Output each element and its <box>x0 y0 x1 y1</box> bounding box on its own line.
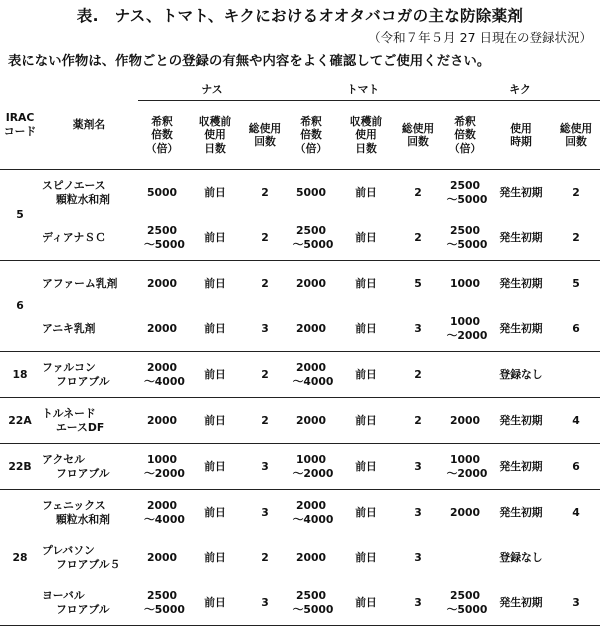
pesticide-name: ファルコン フロアブル <box>40 352 138 398</box>
pesticide-name: ディアナＳＣ <box>40 215 138 261</box>
crop-header-kiku: キク <box>440 80 600 101</box>
header-row-crops <box>0 80 600 101</box>
kiku-dilution <box>440 535 490 580</box>
crop-header-tomato: トマト <box>286 80 440 101</box>
nasu-total-uses: 2 <box>261 550 269 564</box>
pesticide-name: アファーム乳剤 <box>42 276 118 290</box>
nasu-dilution: 2000 ～4000 <box>138 352 186 398</box>
pesticide-name: プレバソン フロアブル５ <box>42 544 121 571</box>
nasu-days-before-harvest: 前日 <box>186 352 244 398</box>
tomato-dilution: 2500 ～5000 <box>286 215 336 261</box>
tomato-days-before-harvest: 前日 <box>336 215 396 261</box>
tomato-total-uses: 3 <box>396 580 440 626</box>
kiku-total-uses <box>552 535 600 580</box>
table-row <box>0 170 600 216</box>
tomato-total-uses: 2 <box>396 352 440 398</box>
kiku-dilution: 2000 <box>449 505 481 519</box>
usage-notice: 表にない作物は、作物ごとの登録の有無や内容をよく確認してご使用ください。 <box>8 54 491 69</box>
tomato-days-before-harvest: 前日 <box>355 185 377 199</box>
tomato-dilution: 1000 ～2000 <box>286 444 336 490</box>
document-title: 表. ナス、トマト、キクにおけるオオタバコガの主な防除薬剤 <box>76 7 524 25</box>
nasu-dilution: 5000 <box>146 185 178 199</box>
nasu-dilution: 2000 <box>146 276 178 290</box>
nasu-days-before-harvest: 前日 <box>186 215 244 261</box>
table-row <box>0 215 600 261</box>
pesticide-name-header: 薬剤名 <box>40 80 138 170</box>
kiku-usage-timing: 発生初期 <box>499 505 543 519</box>
tomato-dilution: 2000 <box>295 550 327 564</box>
tomato-total-uses: 5 <box>414 276 422 290</box>
kiku-total-uses: 2 <box>572 185 580 199</box>
tomato-dilution: 5000 <box>295 185 327 199</box>
kiku-total-uses: 6 <box>552 306 600 352</box>
tomato-dilution: 2500 ～5000 <box>286 580 336 626</box>
table-row <box>0 490 600 536</box>
nasu-dilution: 2000 <box>146 550 178 564</box>
kiku-dilution: 1000 <box>449 276 481 290</box>
kiku-dilution: 2500 ～5000 <box>440 580 490 626</box>
tomato-dilution: 2000 ～4000 <box>292 499 334 526</box>
pesticide-name: ヨーバル フロアブル <box>40 580 138 626</box>
kiku-usage-timing: 発生初期 <box>499 185 543 199</box>
tomato-total-uses: 3 <box>414 505 422 519</box>
kiku-usage-timing: 発生初期 <box>499 276 543 290</box>
nasu-days-before-harvest: 前日 <box>204 276 226 290</box>
tomato-total-uses: 3 <box>396 444 440 490</box>
kiku-total-uses: 2 <box>552 215 600 261</box>
nasu-total-uses: 3 <box>261 505 269 519</box>
table-row <box>0 306 600 352</box>
kiku-not-registered: 登録なし <box>499 550 543 564</box>
tomato-days-before-harvest: 前日 <box>336 444 396 490</box>
table-row <box>0 580 600 626</box>
nasu-dilution: 1000 ～2000 <box>138 444 186 490</box>
nasu-days-before-harvest: 前日 <box>186 398 244 444</box>
irac-code: 28 <box>0 490 40 626</box>
tomato-days-before-harvest: 前日 <box>336 580 396 626</box>
nasu-total-uses: 2 <box>261 185 269 199</box>
tomato-total-uses: 2 <box>396 215 440 261</box>
nasu-dilution: 2000 <box>138 306 186 352</box>
kiku-dilution: 2000 <box>440 398 490 444</box>
table-row <box>0 352 600 398</box>
pesticide-table <box>0 80 600 626</box>
nasu-dilution: 2500 ～5000 <box>138 215 186 261</box>
nasu-total-uses: 3 <box>244 580 286 626</box>
tomato-days-before-harvest: 前日 <box>355 505 377 519</box>
tomato-days-before-harvest: 前日 <box>336 398 396 444</box>
tomato-dilution: 2000 <box>286 398 336 444</box>
kiku-total-uses: 4 <box>572 505 580 519</box>
tomato-days-before-harvest: 前日 <box>355 550 377 564</box>
pesticide-name: フェニックス 顆粒水和剤 <box>42 499 110 526</box>
irac-code: 22A <box>0 398 40 444</box>
nasu-dilution: 2000 <box>138 398 186 444</box>
kiku-usage-timing: 発生初期 <box>490 444 552 490</box>
nasu-dilution: 2000 ～4000 <box>144 499 185 526</box>
tomato-total-uses: 2 <box>414 185 422 199</box>
nasu-days-before-harvest: 前日 <box>186 306 244 352</box>
irac-code: 5 <box>0 170 40 261</box>
irac-code: 18 <box>0 352 40 398</box>
pesticide-name: アニキ乳剤 <box>40 306 138 352</box>
kiku-usage-timing: 発生初期 <box>490 580 552 626</box>
pesticide-name: スピノエース 顆粒水和剤 <box>42 179 110 206</box>
tomato-total-uses: 3 <box>396 306 440 352</box>
nasu-col-header-2: 総使用 回数 <box>244 101 286 170</box>
tomato-days-before-harvest: 前日 <box>355 276 377 290</box>
nasu-col-header-1: 収穫前 使用 日数 <box>186 101 244 170</box>
kiku-col-header-1: 使用 時期 <box>490 101 552 170</box>
nasu-col-header-0: 希釈 倍数 （倍） <box>138 101 186 170</box>
irac-code: 22B <box>0 444 40 490</box>
kiku-dilution <box>440 352 490 398</box>
kiku-total-uses: 6 <box>552 444 600 490</box>
nasu-days-before-harvest: 前日 <box>186 580 244 626</box>
nasu-days-before-harvest: 前日 <box>204 550 226 564</box>
table-row <box>0 261 600 307</box>
kiku-total-uses <box>552 352 600 398</box>
nasu-days-before-harvest: 前日 <box>204 505 226 519</box>
irac-header: IRAC コード <box>0 80 40 170</box>
tomato-col-header-2: 総使用 回数 <box>396 101 440 170</box>
nasu-total-uses: 3 <box>244 444 286 490</box>
kiku-usage-timing: 発生初期 <box>490 398 552 444</box>
nasu-total-uses: 3 <box>244 306 286 352</box>
nasu-days-before-harvest: 前日 <box>186 444 244 490</box>
table-row <box>0 535 600 580</box>
nasu-total-uses: 2 <box>244 398 286 444</box>
tomato-dilution: 2000 ～4000 <box>286 352 336 398</box>
kiku-not-registered: 登録なし <box>490 352 552 398</box>
kiku-usage-timing: 発生初期 <box>490 306 552 352</box>
pesticide-name: トルネード エースDF <box>40 398 138 444</box>
table-row <box>0 444 600 490</box>
kiku-dilution: 1000 ～2000 <box>440 444 490 490</box>
tomato-col-header-1: 収穫前 使用 日数 <box>336 101 396 170</box>
tomato-days-before-harvest: 前日 <box>336 306 396 352</box>
kiku-usage-timing: 発生初期 <box>490 215 552 261</box>
tomato-total-uses: 3 <box>414 550 422 564</box>
kiku-col-header-2: 総使用 回数 <box>552 101 600 170</box>
tomato-dilution: 2000 <box>286 306 336 352</box>
registration-status-note: （令和７年５月 27 日現在の登録状況） <box>368 30 592 45</box>
pesticide-name: アクセル フロアブル <box>40 444 138 490</box>
kiku-total-uses: 3 <box>552 580 600 626</box>
nasu-total-uses: 2 <box>244 215 286 261</box>
kiku-col-header-0: 希釈 倍数 （倍） <box>440 101 490 170</box>
table-row <box>0 398 600 444</box>
tomato-dilution: 2000 <box>295 276 327 290</box>
kiku-total-uses: 5 <box>572 276 580 290</box>
nasu-days-before-harvest: 前日 <box>204 185 226 199</box>
tomato-total-uses: 2 <box>396 398 440 444</box>
kiku-dilution: 2500 ～5000 <box>440 215 490 261</box>
kiku-dilution: 1000 ～2000 <box>440 306 490 352</box>
irac-code: 6 <box>0 261 40 352</box>
nasu-total-uses: 2 <box>261 276 269 290</box>
nasu-dilution: 2500 ～5000 <box>138 580 186 626</box>
tomato-days-before-harvest: 前日 <box>336 352 396 398</box>
nasu-total-uses: 2 <box>244 352 286 398</box>
kiku-dilution: 2500 ～5000 <box>446 179 488 206</box>
kiku-total-uses: 4 <box>552 398 600 444</box>
tomato-col-header-0: 希釈 倍数 （倍） <box>286 101 336 170</box>
crop-header-nasu: ナス <box>138 80 286 101</box>
